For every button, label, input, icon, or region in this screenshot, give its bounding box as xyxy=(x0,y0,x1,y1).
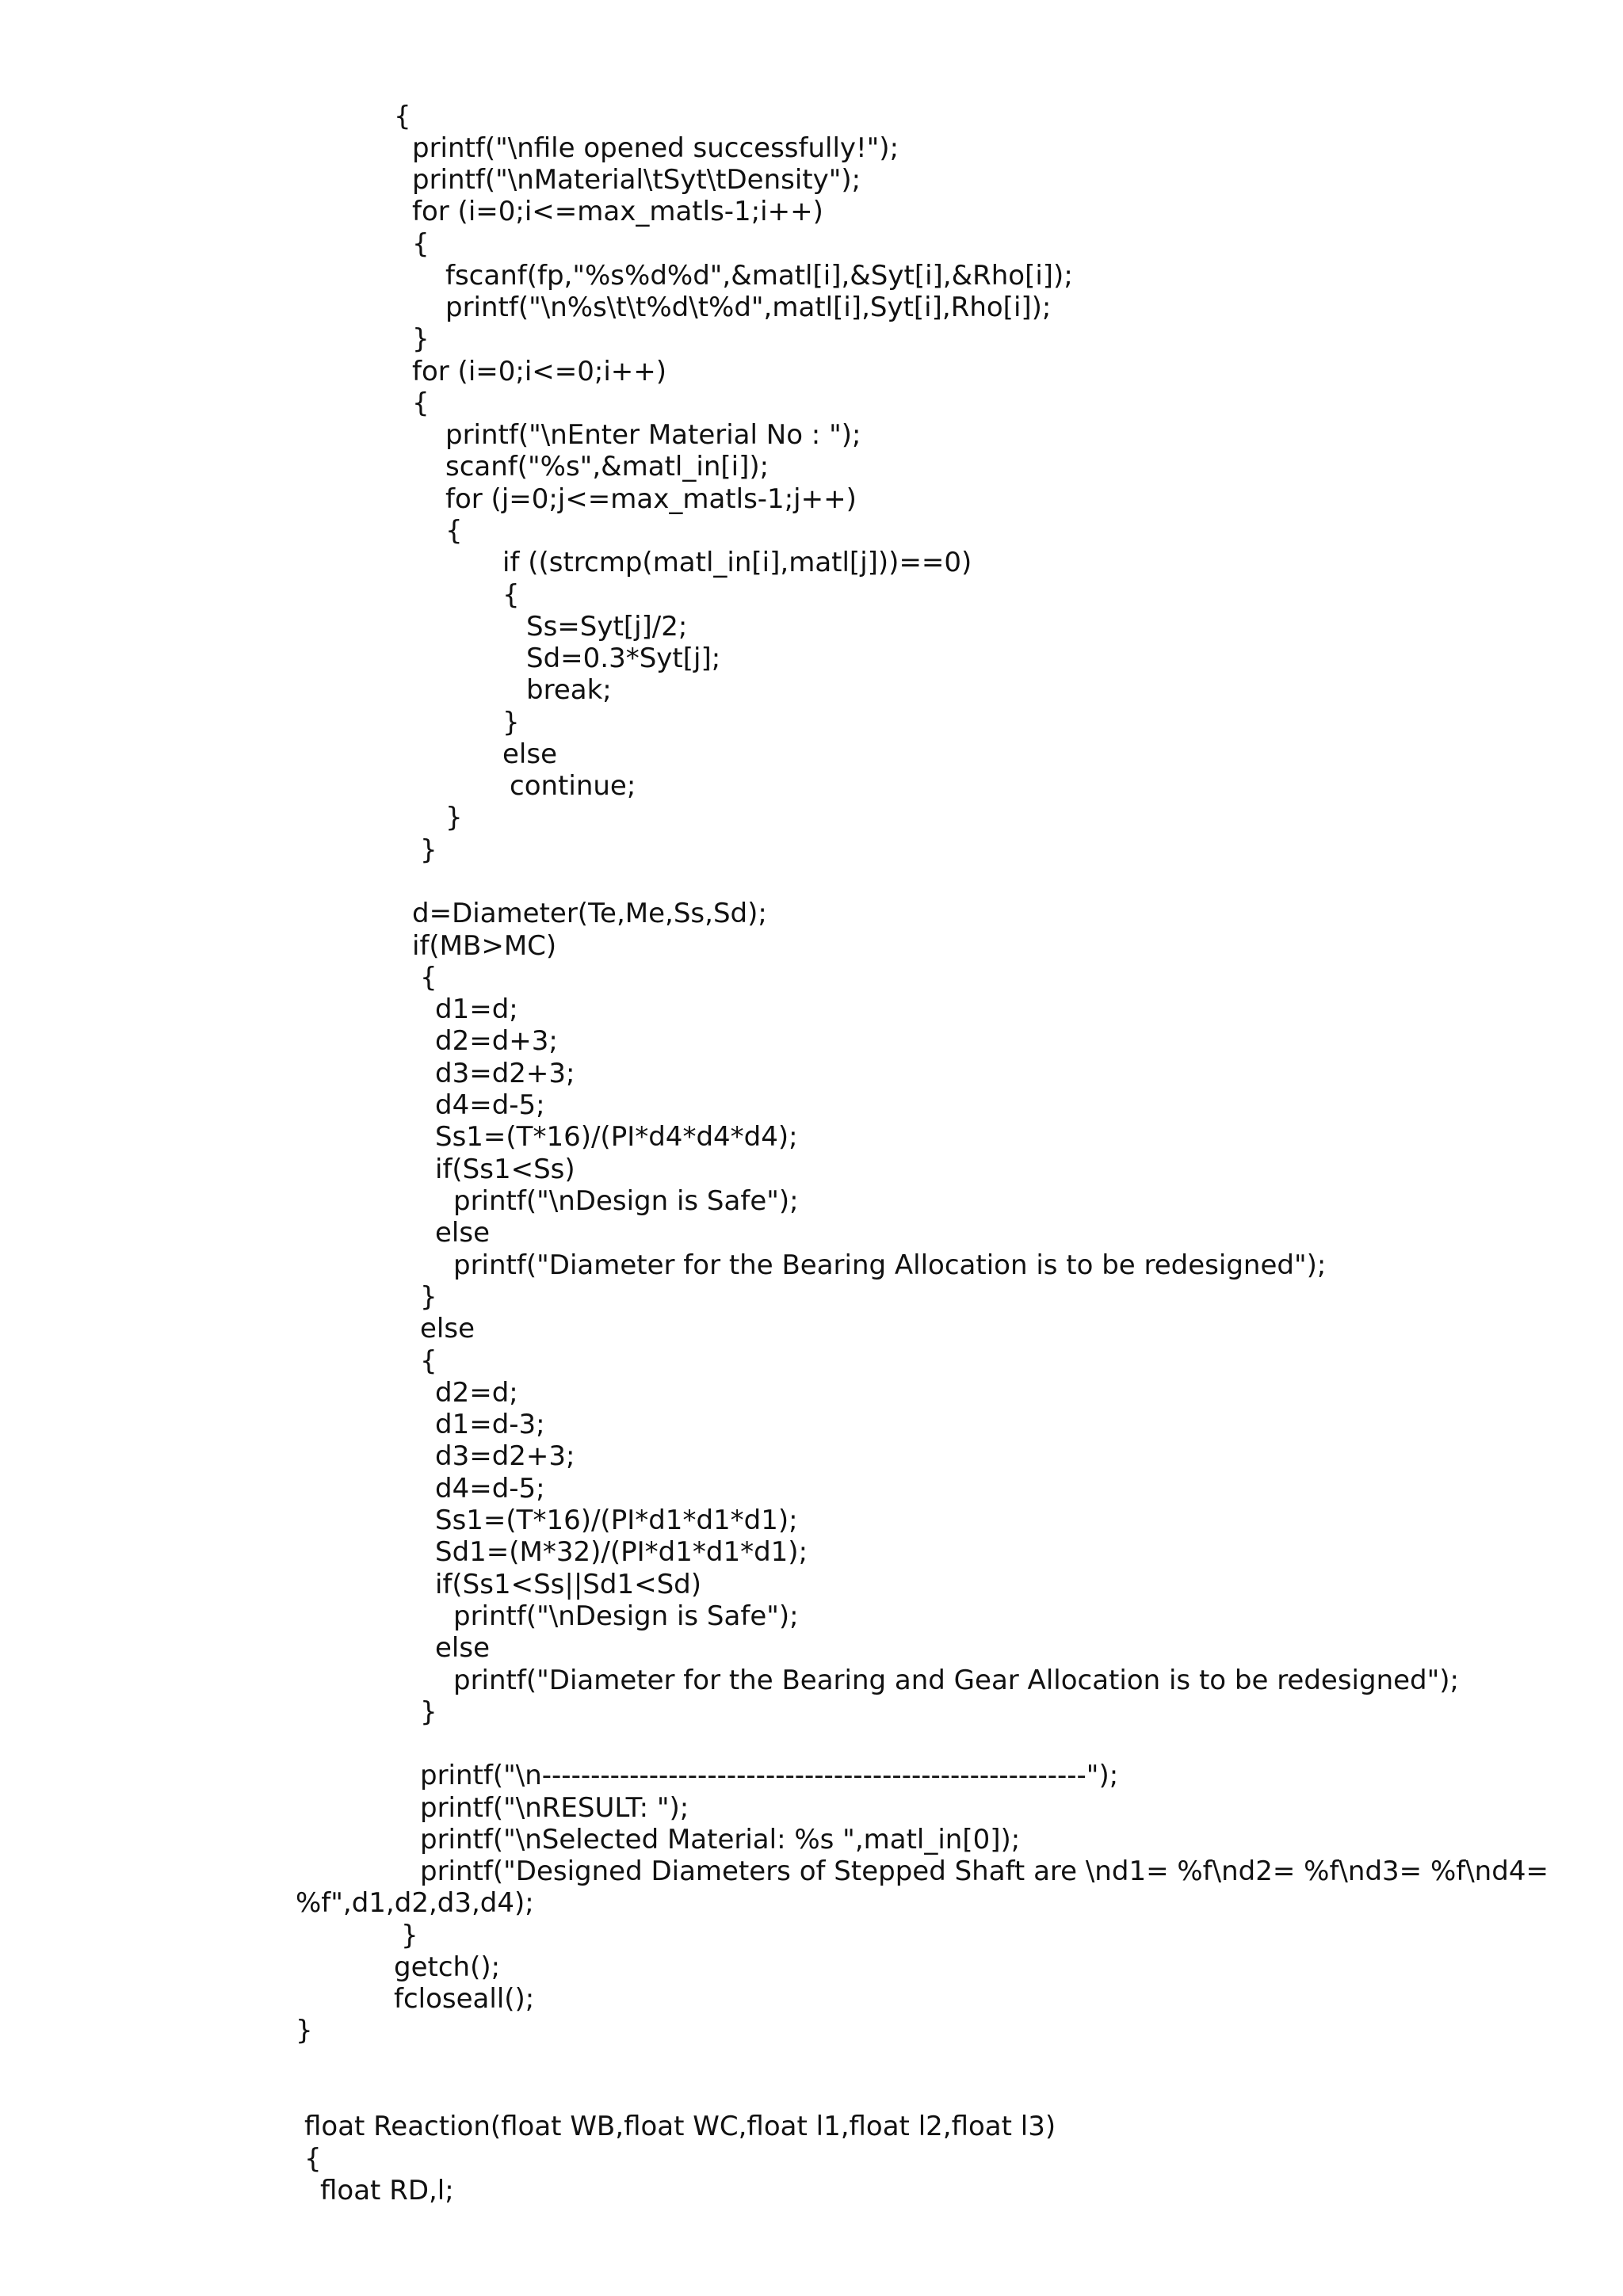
code-line: d3=d2+3; xyxy=(435,1440,575,1472)
code-line: for (i=0;i<=0;i++) xyxy=(412,356,667,387)
code-line: else xyxy=(502,738,557,770)
code-line: scanf("%s",&matl_in[i]); xyxy=(445,451,769,482)
code-line: else xyxy=(435,1217,490,1249)
code-line: } xyxy=(420,1696,437,1728)
code-line: } xyxy=(420,834,437,866)
code-line: d2=d; xyxy=(435,1377,518,1409)
code-line: Sd=0.3*Syt[j]; xyxy=(526,643,721,674)
code-line: d1=d; xyxy=(435,994,518,1025)
code-line: d1=d-3; xyxy=(435,1409,545,1440)
code-line: { xyxy=(304,2143,322,2175)
code-line: if(Ss1<Ss||Sd1<Sd) xyxy=(435,1569,702,1600)
code-line: fscanf(fp,"%s%d%d",&matl[i],&Syt[i],&Rho[i]); xyxy=(445,260,1073,292)
code-line: printf("Diameter for the Bearing Allocation is to be redesigned"); xyxy=(453,1249,1327,1281)
code-line: printf("\nEnter Material No : "); xyxy=(445,419,861,451)
code-line: Ss=Syt[j]/2; xyxy=(526,611,688,643)
code-line: } xyxy=(445,802,463,833)
code-line: if(MB>MC) xyxy=(412,930,557,962)
code-line: { xyxy=(394,101,411,132)
code-line: printf("Diameter for the Bearing and Gear Allocation is to be redesigned"); xyxy=(453,1665,1459,1696)
code-line: for (i=0;i<=max_matls-1;i++) xyxy=(412,196,823,227)
code-line: { xyxy=(502,579,520,611)
code-line: %f",d1,d2,d3,d4); xyxy=(296,1887,534,1919)
code-line: } xyxy=(296,2015,313,2046)
code-line: continue; xyxy=(510,770,636,802)
code-line: printf("\nfile opened successfully!"); xyxy=(412,132,899,164)
code-line: Ss1=(T*16)/(PI*d4*d4*d4); xyxy=(435,1121,798,1153)
code-line: printf("\nDesign is Safe"); xyxy=(453,1600,799,1632)
code-line: { xyxy=(445,515,463,547)
code-line: else xyxy=(420,1313,475,1344)
code-line: } xyxy=(420,1281,437,1313)
code-line: } xyxy=(401,1920,418,1951)
code-line: { xyxy=(420,1345,437,1377)
code-line: printf("\nDesign is Safe"); xyxy=(453,1185,799,1217)
code-line: Ss1=(T*16)/(PI*d1*d1*d1); xyxy=(435,1505,798,1536)
code-line: { xyxy=(412,387,430,419)
code-line: for (j=0;j<=max_matls-1;j++) xyxy=(445,483,857,515)
code-line: printf("Designed Diameters of Stepped Shaft are \nd1= %f\nd2= %f\nd3= %f\nd4= xyxy=(420,1855,1549,1887)
code-line: d2=d+3; xyxy=(435,1025,558,1057)
code-line: printf("\nMaterial\tSyt\tDensity"); xyxy=(412,164,861,196)
code-line: { xyxy=(412,228,430,260)
code-line: d=Diameter(Te,Me,Ss,Sd); xyxy=(412,898,767,929)
code-line: float Reaction(float WB,float WC,float l1,float l2,float l3) xyxy=(304,2111,1056,2142)
code-line: if(Ss1<Ss) xyxy=(435,1154,575,1185)
code-line: printf("\nRESULT: "); xyxy=(420,1792,689,1824)
code-line: printf("\nSelected Material: %s ",matl_in[0]); xyxy=(420,1824,1021,1855)
code-line: if ((strcmp(matl_in[i],matl[j]))==0) xyxy=(502,547,972,578)
code-line: Sd1=(M*32)/(PI*d1*d1*d1); xyxy=(435,1536,808,1568)
code-line: d3=d2+3; xyxy=(435,1058,575,1089)
code-line: d4=d-5; xyxy=(435,1473,545,1505)
code-line: getch(); xyxy=(394,1951,501,1983)
code-line: } xyxy=(412,323,430,355)
code-line: printf("\n%s\t\t%d\t%d",matl[i],Syt[i],Rho[i]); xyxy=(445,292,1052,323)
code-line: printf("\n--------------------------------------------------------"); xyxy=(420,1760,1119,1791)
code-line: float RD,l; xyxy=(320,2175,454,2206)
code-line: break; xyxy=(526,674,612,706)
code-line: { xyxy=(420,962,437,994)
code-line: d4=d-5; xyxy=(435,1089,545,1121)
code-line: fcloseall(); xyxy=(394,1983,535,2015)
code-line: } xyxy=(502,707,520,738)
code-line: else xyxy=(435,1632,490,1664)
